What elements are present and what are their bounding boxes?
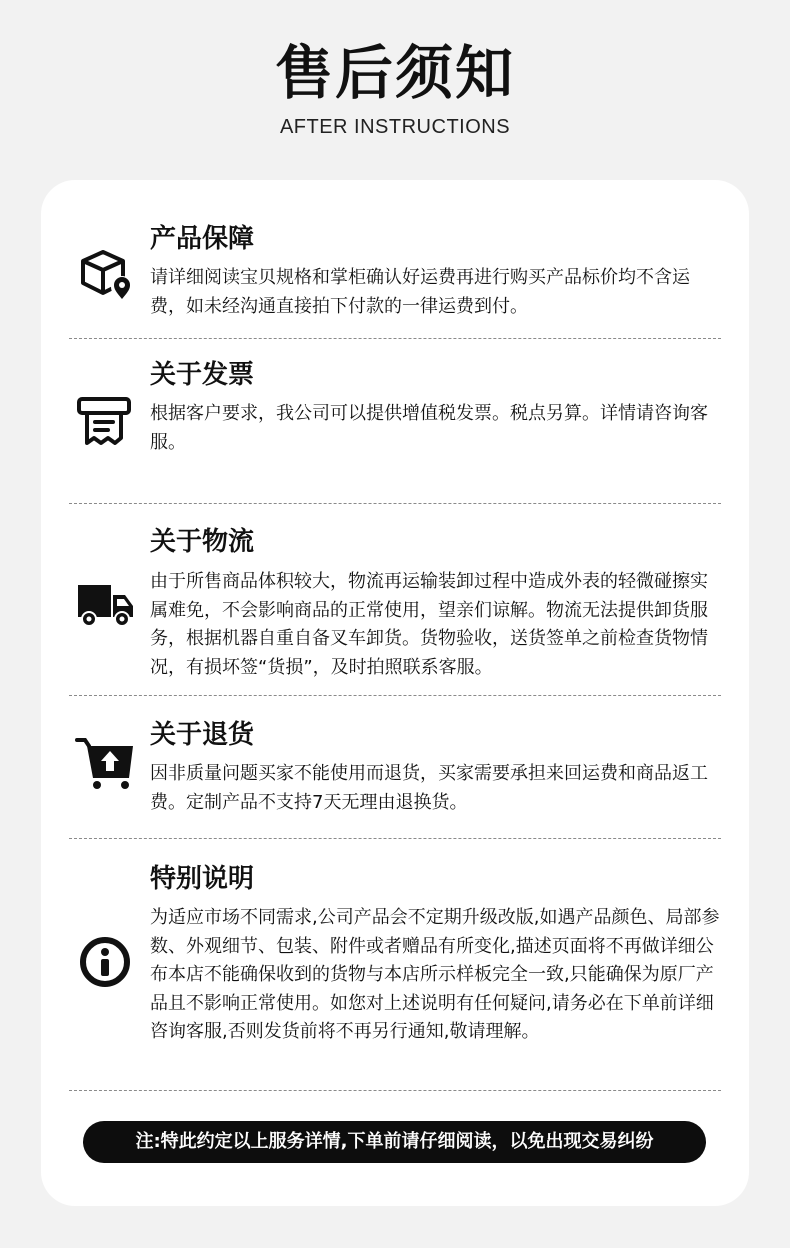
- dashed-divider: [69, 503, 721, 504]
- dashed-divider: [69, 1090, 721, 1091]
- section-body: 因非质量问题买家不能使用而退货，买家需要承担来回运费和商品返工费。定制产品不支持7天无理由退换货。: [150, 763, 708, 813]
- info-icon: [75, 932, 135, 992]
- dashed-divider: [69, 838, 721, 839]
- section-title: 关于退货: [150, 720, 255, 750]
- page-title: 售后须知: [274, 39, 515, 107]
- section-title: 关于物流: [150, 527, 255, 557]
- instructions-card: [41, 180, 749, 1206]
- section-title: 特别说明: [150, 864, 255, 894]
- section-body: 请详细阅读宝贝规格和掌柜确认好运费再进行购买产品标价均不含运费，如未经沟通直接拍下付款的一律运费到付。: [150, 267, 690, 317]
- invoice-printer-icon: [75, 390, 135, 450]
- page-subtitle: AFTER INSTRUCTIONS: [279, 116, 511, 138]
- section-title: 关于发票: [150, 360, 255, 390]
- section-body: 为适应市场不同需求,公司产品会不定期升级改版,如遇产品颜色、局部参数、外观细节、包装、附件或者赠品有所变化,描述页面将不再做详细公布本店不能确保收到的货物与本店所示样板完全一致,只能确保为原厂产品且不影响正常使用。如您对上述说明有任何疑问,请务必在下单前详细咨询客服,否则发货前将不再另行通知,敬请理解。: [150, 907, 720, 1042]
- cart-return-icon: [75, 732, 135, 792]
- section-body: 由于所售商品体积较大，物流再运输装卸过程中造成外表的轻微碰擦实属难免，不会影响商品的正常使用，望亲们谅解。物流无法提供卸货服务，根据机器自重自备叉车卸货。货物验收，送货签单之前检查货物情况，有损坏签“货损”，及时拍照联系客服。: [150, 571, 708, 678]
- section-title: 产品保障: [150, 224, 255, 254]
- dashed-divider: [69, 695, 721, 696]
- delivery-truck-icon: [75, 573, 135, 633]
- notice-banner: 注:特此约定以上服务详情,下单前请仔细阅读，以免出现交易纠纷: [83, 1121, 706, 1163]
- section-body: 根据客户要求，我公司可以提供增值税发票。税点另算。详情请咨询客服。: [150, 403, 708, 453]
- dashed-divider: [69, 338, 721, 339]
- box-location-icon: [75, 243, 135, 303]
